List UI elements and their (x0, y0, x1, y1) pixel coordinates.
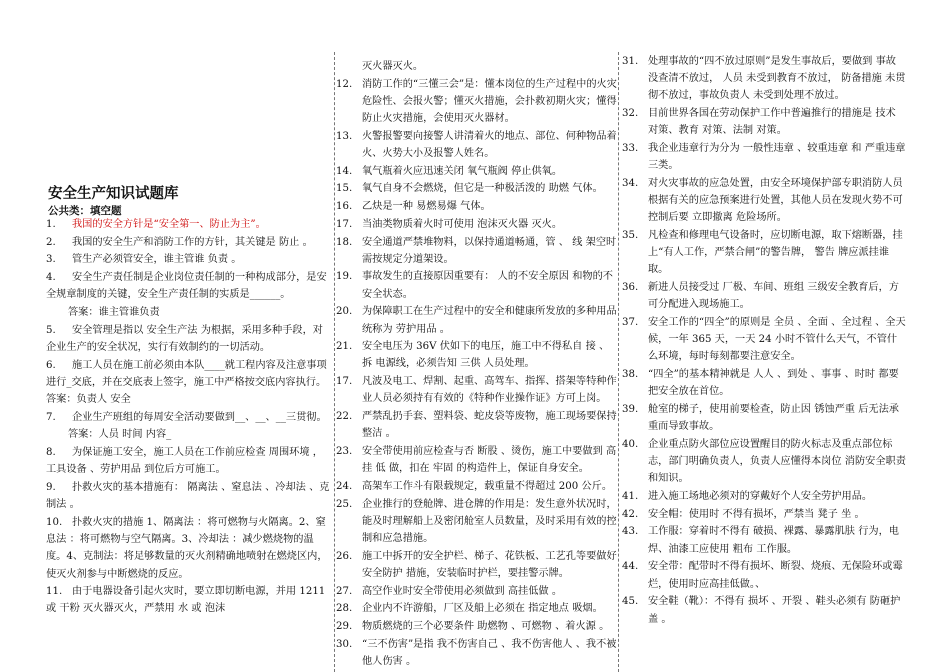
question-number: 15. (336, 183, 353, 195)
question-item (622, 105, 906, 139)
question-number: 30. (336, 638, 353, 650)
question-item (46, 357, 332, 409)
question-text: 进入施工场地必须对的穿戴好个人安全劳护用品。 (648, 491, 873, 503)
question-item (336, 373, 618, 407)
question-item (336, 163, 618, 180)
question-number: 17. (336, 218, 353, 230)
question-text: 企业重点防火部位应设置醒目的防火标志及重点部位标志，部门明确负责人，负责人应懂得本岗位 消防安全职责 和知识。 (648, 438, 906, 485)
question-number: 39. (622, 404, 639, 416)
question-number: 41. (622, 491, 639, 503)
question-number: 13. (336, 130, 353, 142)
question-number: 24. (336, 480, 353, 492)
question-item (336, 636, 618, 670)
question-text: 工作服：穿着时不得有 破损、裸露、暴露肌肤 行为，电焊、油漆工应使用 粗布 工作服。 (648, 526, 899, 555)
question-number: 12. (336, 78, 353, 90)
question-text: 目前世界各国在劳动保护工作中普遍推行的措施是 技术 对策、教育 对策、法制 对策。 (648, 108, 896, 137)
question-number: 7. (46, 411, 56, 423)
page-title: 安全生产知识试题库 (48, 186, 179, 202)
question-number: 27. (336, 585, 353, 597)
question-text: 消防工作的“三懂三会”是：懂本岗位的生产过程中的火灾危险性、会报火警；懂灭火措施，会扑救初期火灾；懂得防止火灾措施，会使用灭火器材。 (362, 78, 617, 125)
question-text: 安全带使用前应检查与否 断股 、烫伤，施工中要做到 高 挂 低 做，扣在 牢固 的构造件上，保证自身安全。 (362, 445, 617, 475)
section-heading: 公共类：填空题 (48, 205, 122, 217)
question-number: 2. (46, 236, 56, 248)
column-divider-2 (618, 52, 619, 672)
question-text: 安全带：配带时不得有损坏、断裂、烧痕、无保险环或霉烂，使用时应高挂低做。、 (648, 561, 903, 590)
question-item (336, 268, 618, 302)
question-item (622, 506, 906, 523)
question-item (622, 314, 906, 366)
question-text: 舱室的梯子，使用前要检查，防止因 锈蚀严重 后无法承重而导致事故。 (648, 404, 899, 433)
column-1 (46, 0, 332, 672)
question-number: 18. (336, 236, 353, 248)
question-number: 40. (622, 438, 639, 450)
question-item (336, 58, 618, 75)
question-text: 答案：谁主管谁负责 (68, 307, 160, 319)
question-text: 安全生产责任制是企业岗位责任制的一种构成部分，是安全规章制度的关键，安全生产责任制的实质是______。 (46, 272, 327, 301)
question-text: 凡检查和修理电气设备时，应切断电源，取下熔断器，挂上“有人工作，严禁合闸”的警告牌， 警告 牌应派挂谁取。 (648, 230, 903, 276)
question-text: 安全工作的“四全”的原则是 全员 、全面 、全过程 、全天候，一年 365 天，一天 24 小时不管什么天气，不管什么环境，每时每刻都要注意安全。 (648, 317, 906, 363)
question-text: “三不伤害”是指 我不伤害自己 、我不伤害他人 、我不被他人伤害 。 (362, 638, 617, 667)
question-number: 36. (622, 282, 639, 294)
question-number: 3. (46, 254, 56, 266)
question-number: 29. (336, 621, 353, 632)
question-item (622, 401, 906, 435)
question-item (336, 338, 618, 372)
question-text: 新进人员接受过 厂极、车间、班组 三级安全教育后，方可分配进入现场施工。 (648, 282, 899, 311)
question-item (336, 198, 618, 215)
question-number: 32. (622, 108, 639, 120)
question-text: 企业推行的登舱牌、进仓牌的作用是：发生意外状况时，能及时理解船上及密闭舱室人员数量，及时采用有效的控制和应急措施。 (362, 498, 617, 544)
question-text: 乙炔是一种 易燃易爆 气体。 (362, 201, 491, 213)
question-text: 由于电器设备引起火灾时，要立即切断电源，并用 1211 或 干粉 灭火器灭火，严禁用 水 或 泡沫 (46, 586, 326, 615)
question-number: 35. (622, 230, 639, 242)
question-item (336, 76, 618, 128)
question-item (46, 322, 332, 356)
question-text: “四全”的基本精神就是 人人 、到处 、事事 、时时 都要把安全放在首位。 (648, 369, 899, 398)
question-item (622, 227, 906, 279)
question-text: 严禁乱扔手套、塑料袋、蛇皮袋等废物，施工现场要保持 整洁 。 (362, 411, 617, 440)
question-number: 11. (46, 586, 63, 598)
question-item (336, 234, 618, 268)
question-text: 事故发生的直接原因重要有： 人的不安全原因 和物的不安全状态。 (362, 271, 613, 300)
question-text: 处理事故的“四不放过原则”是发生事故后，要做到 事故 没查清不放过， 人员 未受到教育不放过， 防备措施 未贯彻不放过，事故负责人 未受到处理不放过。 (648, 56, 906, 102)
question-item (622, 488, 906, 505)
question-text: 安全帽：使用时 不得有损坏，严禁当 凳子 坐 。 (648, 508, 865, 520)
question-item (622, 140, 906, 174)
question-number: 23. (336, 445, 353, 457)
question-number: 6. (46, 359, 56, 371)
question-number: 20. (336, 306, 353, 318)
question-text: 我企业违章行为分为 一般性违章 、较重违章 和 严重违章 三类。 (648, 143, 906, 172)
question-item (46, 304, 332, 321)
question-text: 安全鞋（靴）：不得有 损坏 、开裂 、鞋头必须有 防砸护盖 。 (648, 596, 901, 625)
question-number: 17. (336, 376, 353, 388)
question-number: 44. (622, 561, 639, 573)
question-text: 企业生产班组的每周安全活动要做到__、__、__三贯彻。 (72, 411, 327, 423)
question-item (336, 496, 618, 548)
question-item (336, 583, 618, 600)
question-number: 43. (622, 526, 639, 538)
question-number: 4. (46, 272, 56, 284)
question-item (336, 128, 618, 162)
question-item (336, 618, 618, 635)
question-number: 34. (622, 177, 639, 189)
question-number: 14. (336, 165, 353, 177)
question-text: 安全电压为 36V 伏如下的电压，施工中不得私自 接 、拆 电源线，必须告知 三供 人员处理。 (362, 341, 610, 370)
question-item (622, 593, 906, 627)
column-divider-1 (334, 52, 335, 672)
question-item (46, 426, 332, 443)
question-item (336, 408, 618, 442)
question-text: 企业内不许游船，厂区及船上必须在 指定地点 吸烟。 (362, 603, 603, 615)
question-item (46, 269, 332, 303)
question-number: 1. (46, 219, 56, 230)
question-number: 33. (622, 143, 639, 155)
question-item (46, 479, 332, 513)
question-text: 答案：人员 时间 内容_ (68, 429, 172, 441)
question-item (336, 180, 618, 197)
question-number: 28. (336, 603, 353, 615)
question-item (336, 216, 618, 233)
question-number: 22. (336, 411, 353, 423)
question-item (622, 523, 906, 557)
question-item (336, 600, 618, 617)
question-number: 31. (622, 56, 639, 67)
question-text: 氧气瓶着火应迅速关闭 氧气瓶阀 停止供氧。 (362, 165, 563, 177)
question-item (46, 251, 332, 268)
question-text: 火警报警要向接警人讲清着火的地点、部位、何种物品着火、火势大小及报警人姓名。 (362, 130, 617, 160)
question-item (622, 175, 906, 227)
question-text: 安全通道严禁堆物料，以保持通道畅通，管 、 线 架空时需按规定分道架设。 (362, 236, 617, 265)
question-item (622, 558, 906, 592)
question-number: 5. (46, 324, 56, 336)
question-text: 为保障职工在生产过程中的安全和健康所发放的多种用品统称为 劳护用品 。 (362, 306, 617, 335)
question-item (622, 279, 906, 313)
question-number: 38. (622, 369, 639, 381)
question-text: 灭火器灭火。 (362, 61, 424, 72)
question-text: 我国的安全方针是“安全第一、防止为主”。 (72, 219, 266, 230)
question-item (46, 514, 332, 583)
question-text: 氧气自身不会燃烧，但它是一种极活泼的 助燃 气体。 (362, 183, 603, 195)
question-item (336, 548, 618, 582)
question-item (46, 444, 332, 478)
question-number: 10. (46, 516, 63, 528)
question-item (46, 409, 332, 426)
question-number: 19. (336, 271, 353, 283)
question-item (46, 234, 332, 251)
question-item (622, 53, 906, 105)
question-text: 扑救火灾的基本措施有： 隔离法 、窒息法 、冷却法 、克制法 。 (46, 482, 330, 511)
question-text: 安全管理是指以 安全生产法 为根据，采用多种手段，对企业生产的安全状况，实行有效制约的一切活动。 (46, 324, 323, 353)
column-2 (336, 0, 618, 672)
question-text: 高空作业时安全带使用必须做到 高挂低做 。 (362, 585, 563, 597)
question-text: 施工中拆开的安全护栏、梯子、花铁板、工艺孔等要做好 安全防护 措施，安装临时护栏，要挂警示牌。 (362, 550, 617, 579)
question-item (622, 436, 906, 488)
question-number: 8. (46, 447, 56, 459)
question-text: 为保证施工安全，施工人员在工作前应检查 周围环境 ，工具设备 、劳护用品 到位后方可施工。 (46, 447, 323, 476)
question-number: 9. (46, 482, 56, 494)
question-text: 当油类物质着火时可使用 泡沫灭火器 灭火。 (362, 218, 563, 230)
question-text: 凡波及电工、焊割、起重、高驾车、指挥、搭架等特种作业人员必须持有有效的《特种作业操作证》方可上岗。 (362, 376, 617, 405)
question-number: 21. (336, 341, 353, 353)
column-3 (622, 0, 906, 672)
question-text: 对火灾事故的应急处置，由安全环境保护部专职消防人员根据有关的应急预案进行处置，其他人员在发现火势不可控制后要 立即撤离 危险场所。 (648, 177, 903, 224)
question-number: 25. (336, 498, 353, 510)
question-item (336, 478, 618, 495)
question-item (622, 366, 906, 400)
question-number: 26. (336, 550, 353, 562)
question-number: 45. (622, 596, 639, 608)
question-text: 扑救火灾的措施 1、隔离法 ：将可燃物与火隔离。2、窒息法 ：将可燃物与空气隔离。3、冷却法 ：减少燃烧物的温度。4、克制法：将足够数量的灭火剂精确地喷射在燃烧区内，使灭火剂参与中断燃烧的反应。 (46, 516, 328, 580)
question-text: 我国的安全生产和消防工作的方针，其关键是 防止 。 (72, 236, 313, 248)
question-item (336, 303, 618, 337)
question-text: 高架车工作斗有限载规定，载重量不得超过 200 公斤。 (362, 480, 613, 492)
question-number: 16. (336, 201, 353, 213)
question-text: 管生产必须管安全，谁主管谁 负责 。 (72, 254, 242, 266)
question-number: 37. (622, 317, 639, 329)
question-text: 物质燃烧的三个必要条件 助燃物 、可燃物 、着火源 。 (362, 621, 610, 632)
question-item (336, 443, 618, 477)
question-number: 42. (622, 508, 639, 520)
question-text: 施工人员在施工前必须由本队____就工程内容及注意事项进行_交底，并在交底表上签字，施工中严格按交底内容执行。 答案：负责人 安全 (46, 359, 327, 406)
question-item (46, 583, 332, 617)
question-item (46, 216, 332, 233)
